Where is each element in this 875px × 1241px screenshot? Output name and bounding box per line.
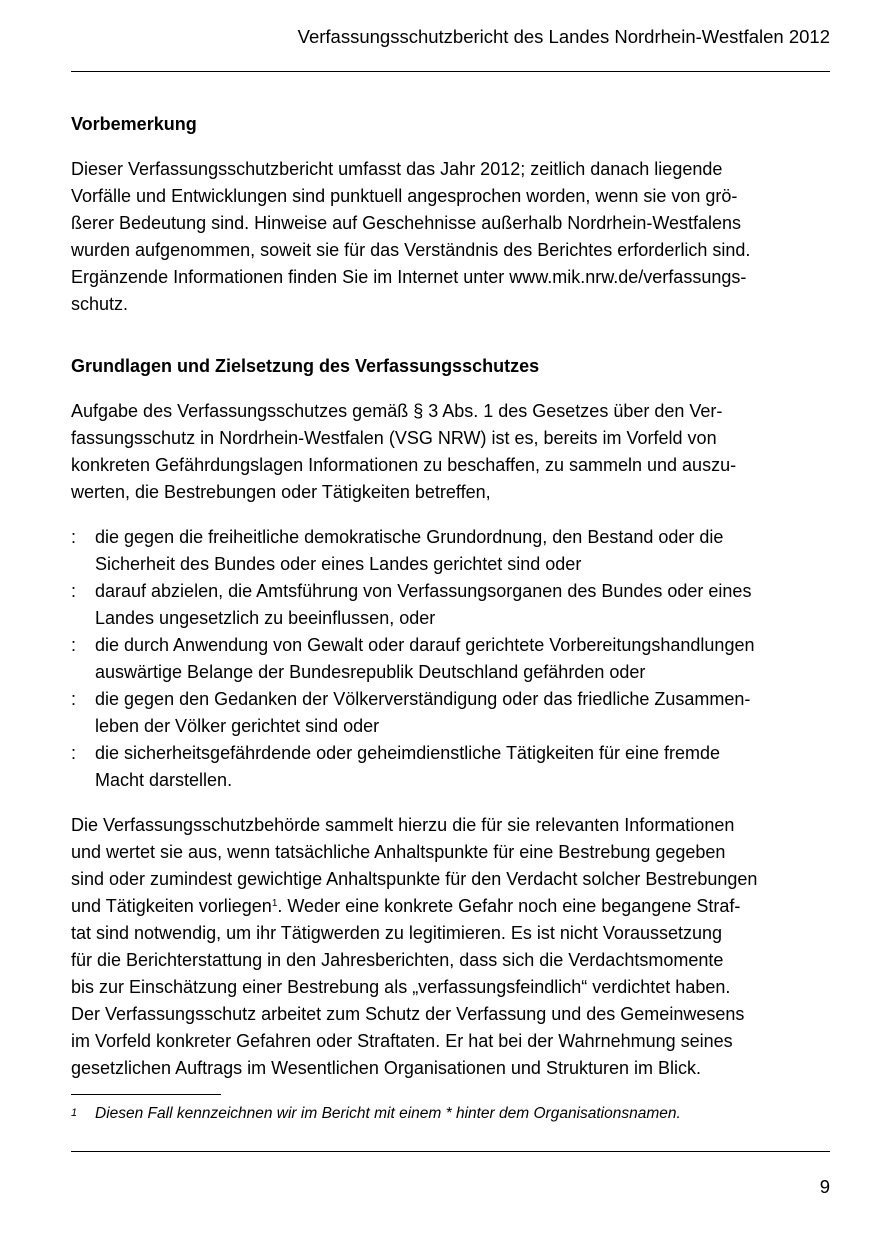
section-heading-grundlagen: Grundlagen und Zielsetzung des Verfassungsschutzes [71, 356, 540, 376]
text-line: die sicherheitsgefährdende oder geheimdienstliche Tätigkeiten für eine fremde [95, 743, 721, 763]
paragraph-aufgabe [71, 398, 830, 506]
text-line: Der Verfassungsschutz arbeitet zum Schutz der Verfassung und des Gemeinwesens [71, 1004, 745, 1024]
text-line: darauf abzielen, die Amtsführung von Verfassungsorganen des Bundes oder eines [95, 581, 752, 601]
list-bullet: : [71, 689, 77, 709]
text-line: Macht darstellen. [95, 770, 233, 790]
text-line: Aufgabe des Verfassungsschutzes gemäß § 3 Abs. 1 des Gesetzes über den Ver- [71, 401, 723, 421]
footnote-reference: 1 [271, 898, 278, 909]
footer-rule [71, 1151, 830, 1152]
text-line: wurden aufgenommen, soweit sie für das Verständnis des Berichtes erforderlich sind. [71, 240, 751, 260]
text-line: bis zur Einschätzung einer Bestrebung als „verfassungsfeindlich“ verdichtet haben. [71, 977, 731, 997]
text-line: fassungsschutz in Nordrhein-Westfalen (VSG NRW) ist es, bereits im Vorfeld von [71, 428, 717, 448]
footnote-separator [71, 1094, 221, 1095]
section-heading-vorbemerkung: Vorbemerkung [71, 114, 197, 134]
text-line: Ergänzende Informationen finden Sie im Internet unter www.mik.nrw.de/verfassungs- [71, 267, 747, 287]
list-item [71, 632, 830, 686]
criteria-list [71, 524, 830, 794]
text-line: sind oder zumindest gewichtige Anhaltspunkte für den Verdacht solcher Bestrebungen [71, 869, 758, 889]
text-line: Vorfälle und Entwicklungen sind punktuell angesprochen worden, wenn sie von grö- [71, 186, 738, 206]
text-line: Sicherheit des Bundes oder eines Landes gerichtet sind oder [95, 554, 582, 574]
text-line: im Vorfeld konkreter Gefahren oder Straftaten. Er hat bei der Wahrnehmung seines [71, 1031, 733, 1051]
text-line: schutz. [71, 294, 129, 314]
text-line: die durch Anwendung von Gewalt oder darauf gerichtete Vorbereitungshandlungen [95, 635, 755, 655]
text-line: konkreten Gefährdungslagen Informationen zu beschaffen, zu sammeln und auszu- [71, 455, 737, 475]
footnote-mark: 1 [71, 1107, 78, 1119]
running-header: Verfassungsschutzbericht des Landes Nordrhein-Westfalen 2012 [297, 26, 830, 47]
list-bullet: : [71, 635, 77, 655]
text-line: Die Verfassungsschutzbehörde sammelt hierzu die für sie relevanten Informationen [71, 815, 735, 835]
list-item [71, 740, 830, 794]
paragraph-verfassungsschutzbehoerde [71, 812, 830, 1082]
text-line: ßerer Bedeutung sind. Hinweise auf Geschehnisse außerhalb Nordrhein-Westfalens [71, 213, 742, 233]
header-rule [71, 71, 830, 72]
footnote-text: Diesen Fall kennzeichnen wir im Bericht mit einem * hinter dem Organisationsnamen. [95, 1105, 681, 1122]
text-line: auswärtige Belange der Bundesrepublik Deutschland gefährden oder [95, 662, 646, 682]
list-item [71, 524, 830, 578]
text-line-with-footnote [71, 893, 830, 920]
text-fragment: und Tätigkeiten vorliegen [71, 896, 272, 916]
text-line: werten, die Bestrebungen oder Tätigkeiten betreffen, [71, 482, 491, 502]
text-line: und wertet sie aus, wenn tatsächliche Anhaltspunkte für eine Bestrebung gegeben [71, 842, 726, 862]
list-bullet: : [71, 527, 77, 547]
text-line: Landes ungesetzlich zu beeinflussen, oder [95, 608, 436, 628]
page-number: 9 [819, 1176, 830, 1197]
text-line: Dieser Verfassungsschutzbericht umfasst das Jahr 2012; zeitlich danach liegende [71, 159, 723, 179]
text-line: für die Berichterstattung in den Jahresberichten, dass sich die Verdachtsmomente [71, 950, 724, 970]
paragraph-vorbemerkung [71, 156, 830, 318]
list-item [71, 578, 830, 632]
list-item [71, 686, 830, 740]
text-line: leben der Völker gerichtet sind oder [95, 716, 380, 736]
text-line: gesetzlichen Auftrags im Wesentlichen Organisationen und Strukturen im Blick. [71, 1058, 701, 1078]
text-line: tat sind notwendig, um ihr Tätigwerden zu legitimieren. Es ist nicht Voraussetzung [71, 923, 723, 943]
list-bullet: : [71, 581, 77, 601]
text-fragment: . Weder eine konkrete Gefahr noch eine begangene Straf- [277, 896, 741, 916]
text-line: die gegen den Gedanken der Völkerverständigung oder das friedliche Zusammen- [95, 689, 751, 709]
text-line: die gegen die freiheitliche demokratische Grundordnung, den Bestand oder die [95, 527, 724, 547]
list-bullet: : [71, 743, 77, 763]
